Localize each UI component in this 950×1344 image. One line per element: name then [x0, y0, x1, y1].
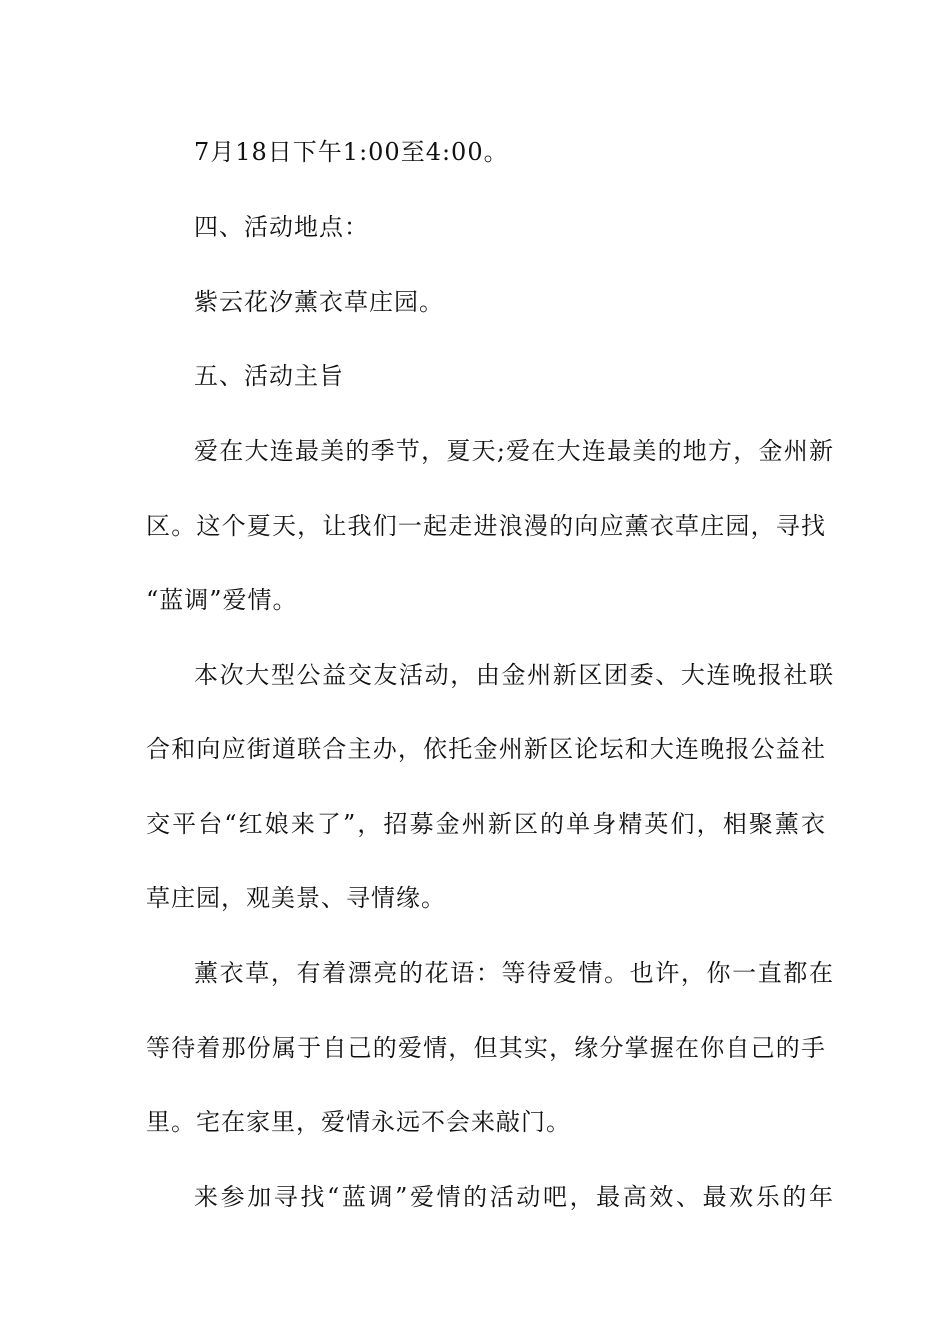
paragraph-line: 里。宅在家里，爱情永远不会来敲门。 — [146, 1108, 571, 1136]
paragraph-line: “蓝调”爱情。 — [146, 586, 298, 614]
paragraph-line: 区。这个夏天，让我们一起走进浪漫的向应薰衣草庄园，寻找 — [146, 512, 826, 540]
section-heading-location: 四、活动地点： — [194, 213, 369, 241]
paragraph-line: 爱在大连最美的季节，夏天;爱在大连最美的地方，金州新 — [194, 437, 834, 465]
paragraph-line: 交平台“红娘来了”，招募金州新区的单身精英们，相聚薰衣 — [146, 810, 826, 838]
location-line: 紫云花汐薰衣草庄园。 — [194, 288, 444, 316]
paragraph-line: 薰衣草，有着漂亮的花语：等待爱情。也许，你一直都在 — [194, 959, 834, 987]
paragraph-line: 合和向应街道联合主办，依托金州新区论坛和大连晚报公益社 — [146, 735, 826, 763]
section-heading-purpose: 五、活动主旨 — [194, 362, 344, 390]
time-line: 7月18日下午1:00至4:00。 — [194, 138, 509, 166]
paragraph-line: 等待着那份属于自己的爱情，但其实，缘分掌握在你自己的手 — [146, 1034, 826, 1062]
paragraph-line: 草庄园，观美景、寻情缘。 — [146, 884, 446, 912]
paragraph-line: 本次大型公益交友活动，由金州新区团委、大连晚报社联 — [194, 661, 834, 689]
paragraph-line: 来参加寻找“蓝调”爱情的活动吧，最高效、最欢乐的年 — [194, 1183, 834, 1211]
